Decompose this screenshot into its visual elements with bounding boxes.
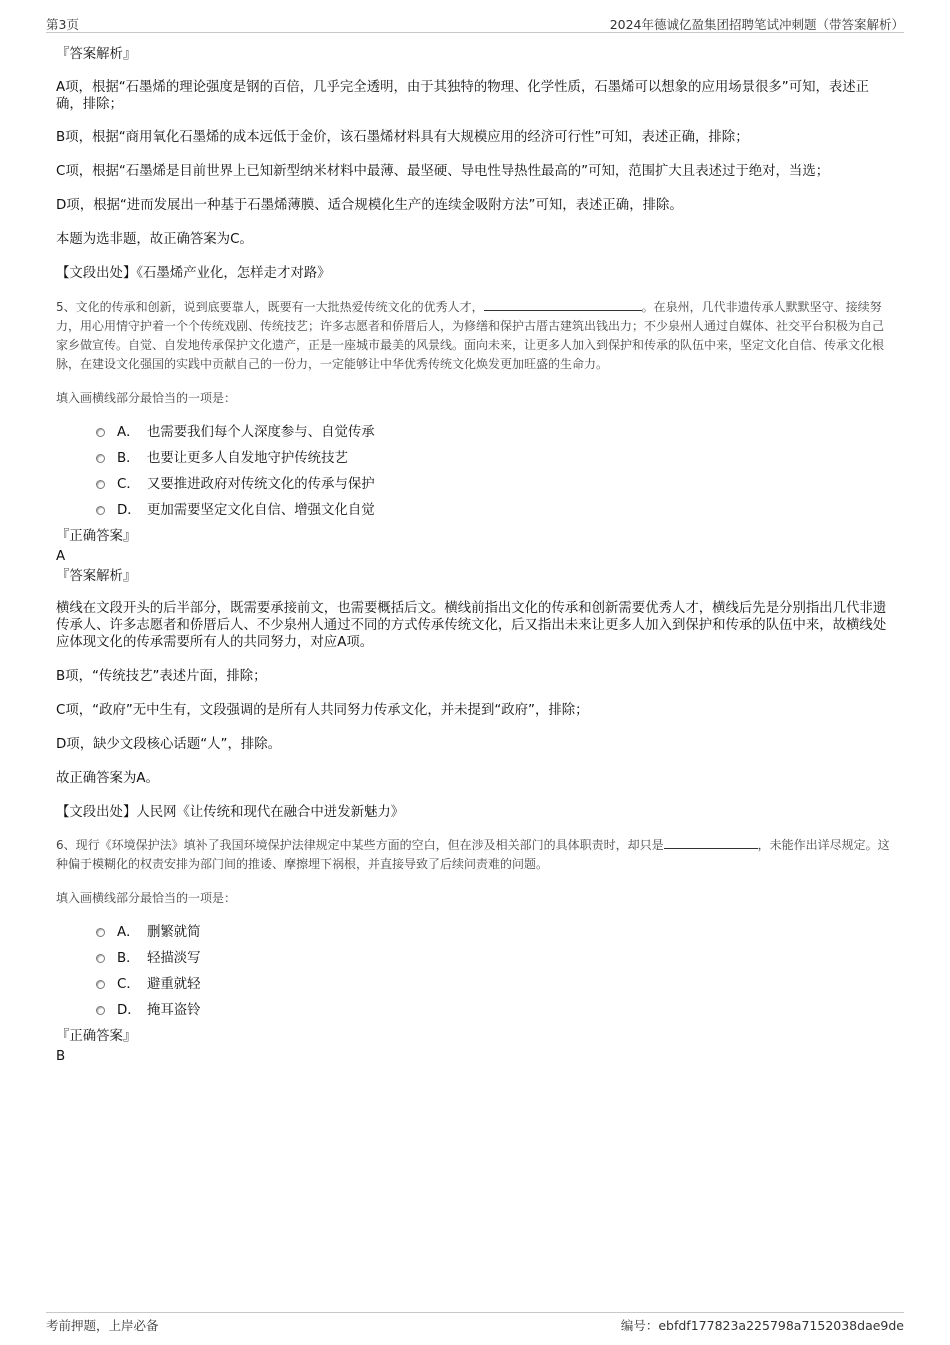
q6-prompt: 填入画横线部分最恰当的一项是： [56,891,237,905]
radio-icon[interactable] [96,454,105,463]
q4-analysis-label: 『答案解析』 [56,47,137,62]
q4-analysis-a: A项，根据“石墨烯的理论强度是钢的百倍，几乎完全透明，由于其独特的物理、化学性质，石墨烯可以想象的应用场景很多”可知，表述正确，排除； [56,80,870,112]
q5-analysis-main: 横线在文段开头的后半部分，既需要承接前文，也需要概括后文。横线前指出文化的传承和创新需要优秀人才，横线后先是分别指出几代非遗传承人、许多志愿者和侨厝后人、不少泉州人通过不同的方式传承传统文化，后又指出未来让更多人加入到保护和传承的队伍中来，故横线处应体现文化的传承需要所有人的共同努力，对应A项。 [56,601,887,650]
radio-icon[interactable] [96,928,105,937]
q6-answer-label: 『正确答案』 [56,1029,137,1044]
q5-analysis-c: C项，“政府”无中生有，文段强调的是所有人共同努力传承文化，并未提到“政府”，排除； [56,703,589,718]
page-number: 第3页 [46,17,79,32]
q5-analysis-b: B项，“传统技艺”表述片面，排除； [56,669,267,684]
q5-stem-after: 。在泉州，几代非遗传承人默默坚守、接续努力，用心用情守护着一个个传统戏剧、传统技艺；许多志愿者和侨厝后人，为修缮和保护古厝古建筑出钱出力；不少泉州人通过自媒体、社交平台积极为自己家乡做宣传。自觉、自发地传承保护文化遗产，正是一座城市最美的风景线。面向未来，让更多人加入到保护和传承的队伍中来，坚定文化自信、传承文化根脉，在建设文化强国的实践中贡献自己的一份力，一定能够让中华优秀传统文化焕发更加旺盛的生命力。 [56,300,885,371]
radio-icon[interactable] [96,428,105,437]
radio-icon[interactable] [96,506,105,515]
q6-stem-before: 6、现行《环境保护法》填补了我国环境保护法律规定中某些方面的空白，但在涉及相关部门的具体职责时，却只是 [56,838,664,852]
q6-blank [664,836,758,849]
q6-option-c[interactable]: C． 避重就轻 [96,972,894,998]
q5-analysis-d: D项，缺少文段核心话题“人”，排除。 [56,737,282,752]
q4-conclusion: 本题为选非题，故正确答案为C。 [56,232,253,247]
q5-conclusion: 故正确答案为A。 [56,771,159,786]
q6-option-b[interactable]: B． 轻描淡写 [96,946,894,972]
q5-analysis-label: 『答案解析』 [56,569,137,584]
q6-option-d[interactable]: D． 掩耳盗铃 [96,998,894,1024]
q5-options [56,420,894,524]
footer-id: 编号：ebfdf177823a225798a7152038dae9de [620,1318,904,1333]
q5-prompt: 填入画横线部分最恰当的一项是： [56,391,237,405]
radio-icon[interactable] [96,480,105,489]
q4-analysis-b: B项，根据“商用氧化石墨烯的成本远低于金价，该石墨烯材料具有大规模应用的经济可行性”可知，表述正确，排除； [56,130,749,145]
q6-option-a[interactable]: A． 删繁就简 [96,920,894,946]
radio-icon[interactable] [96,1006,105,1015]
q5-answer-label: 『正确答案』 [56,529,137,544]
footer-slogan: 考前押题，上岸必备 [46,1318,159,1333]
q5-option-a[interactable]: A． 也需要我们每个人深度参与、自觉传承 [96,420,894,446]
q6-stem [56,836,894,874]
q4-analysis-c: C项，根据“石墨烯是目前世界上已知新型纳米材料中最薄、最坚硬、导电性导热性最高的”可知，范围扩大且表述过于绝对，当选； [56,164,830,179]
q5-source: 【文段出处】人民网《让传统和现代在融合中迸发新魅力》 [56,805,405,820]
document-body [56,44,894,1066]
q5-option-c[interactable]: C． 又要推进政府对传统文化的传承与保护 [96,472,894,498]
radio-icon[interactable] [96,954,105,963]
q5-stem [56,298,894,374]
document-title: 2024年德诚亿盈集团招聘笔试冲刺题（带答案解析） [609,17,904,32]
q5-option-b[interactable]: B． 也要让更多人自发地守护传统技艺 [96,446,894,472]
q4-source: 【文段出处】《石墨烯产业化，怎样走才对路》 [56,266,331,281]
q6-answer: B [56,1049,66,1064]
q5-answer: A [56,549,66,564]
q5-stem-before: 5、文化的传承和创新，说到底要靠人，既要有一大批热爱传统文化的优秀人才， [56,300,484,314]
page-footer [46,1312,904,1337]
q5-blank [484,298,642,311]
q4-analysis-d: D项，根据“进而发展出一种基于石墨烯薄膜、适合规模化生产的连续金吸附方法”可知，表述正确，排除。 [56,198,683,213]
q6-options [56,920,894,1024]
q6-stem-after: ，未能作出详尽规定。这种偏于模糊化的权责安排为部门间的推诿、摩擦埋下祸根，并直接导致了后续问责难的问题。 [56,838,890,871]
page-header [46,14,904,33]
q5-option-d[interactable]: D． 更加需要坚定文化自信、增强文化自觉 [96,498,894,524]
radio-icon[interactable] [96,980,105,989]
